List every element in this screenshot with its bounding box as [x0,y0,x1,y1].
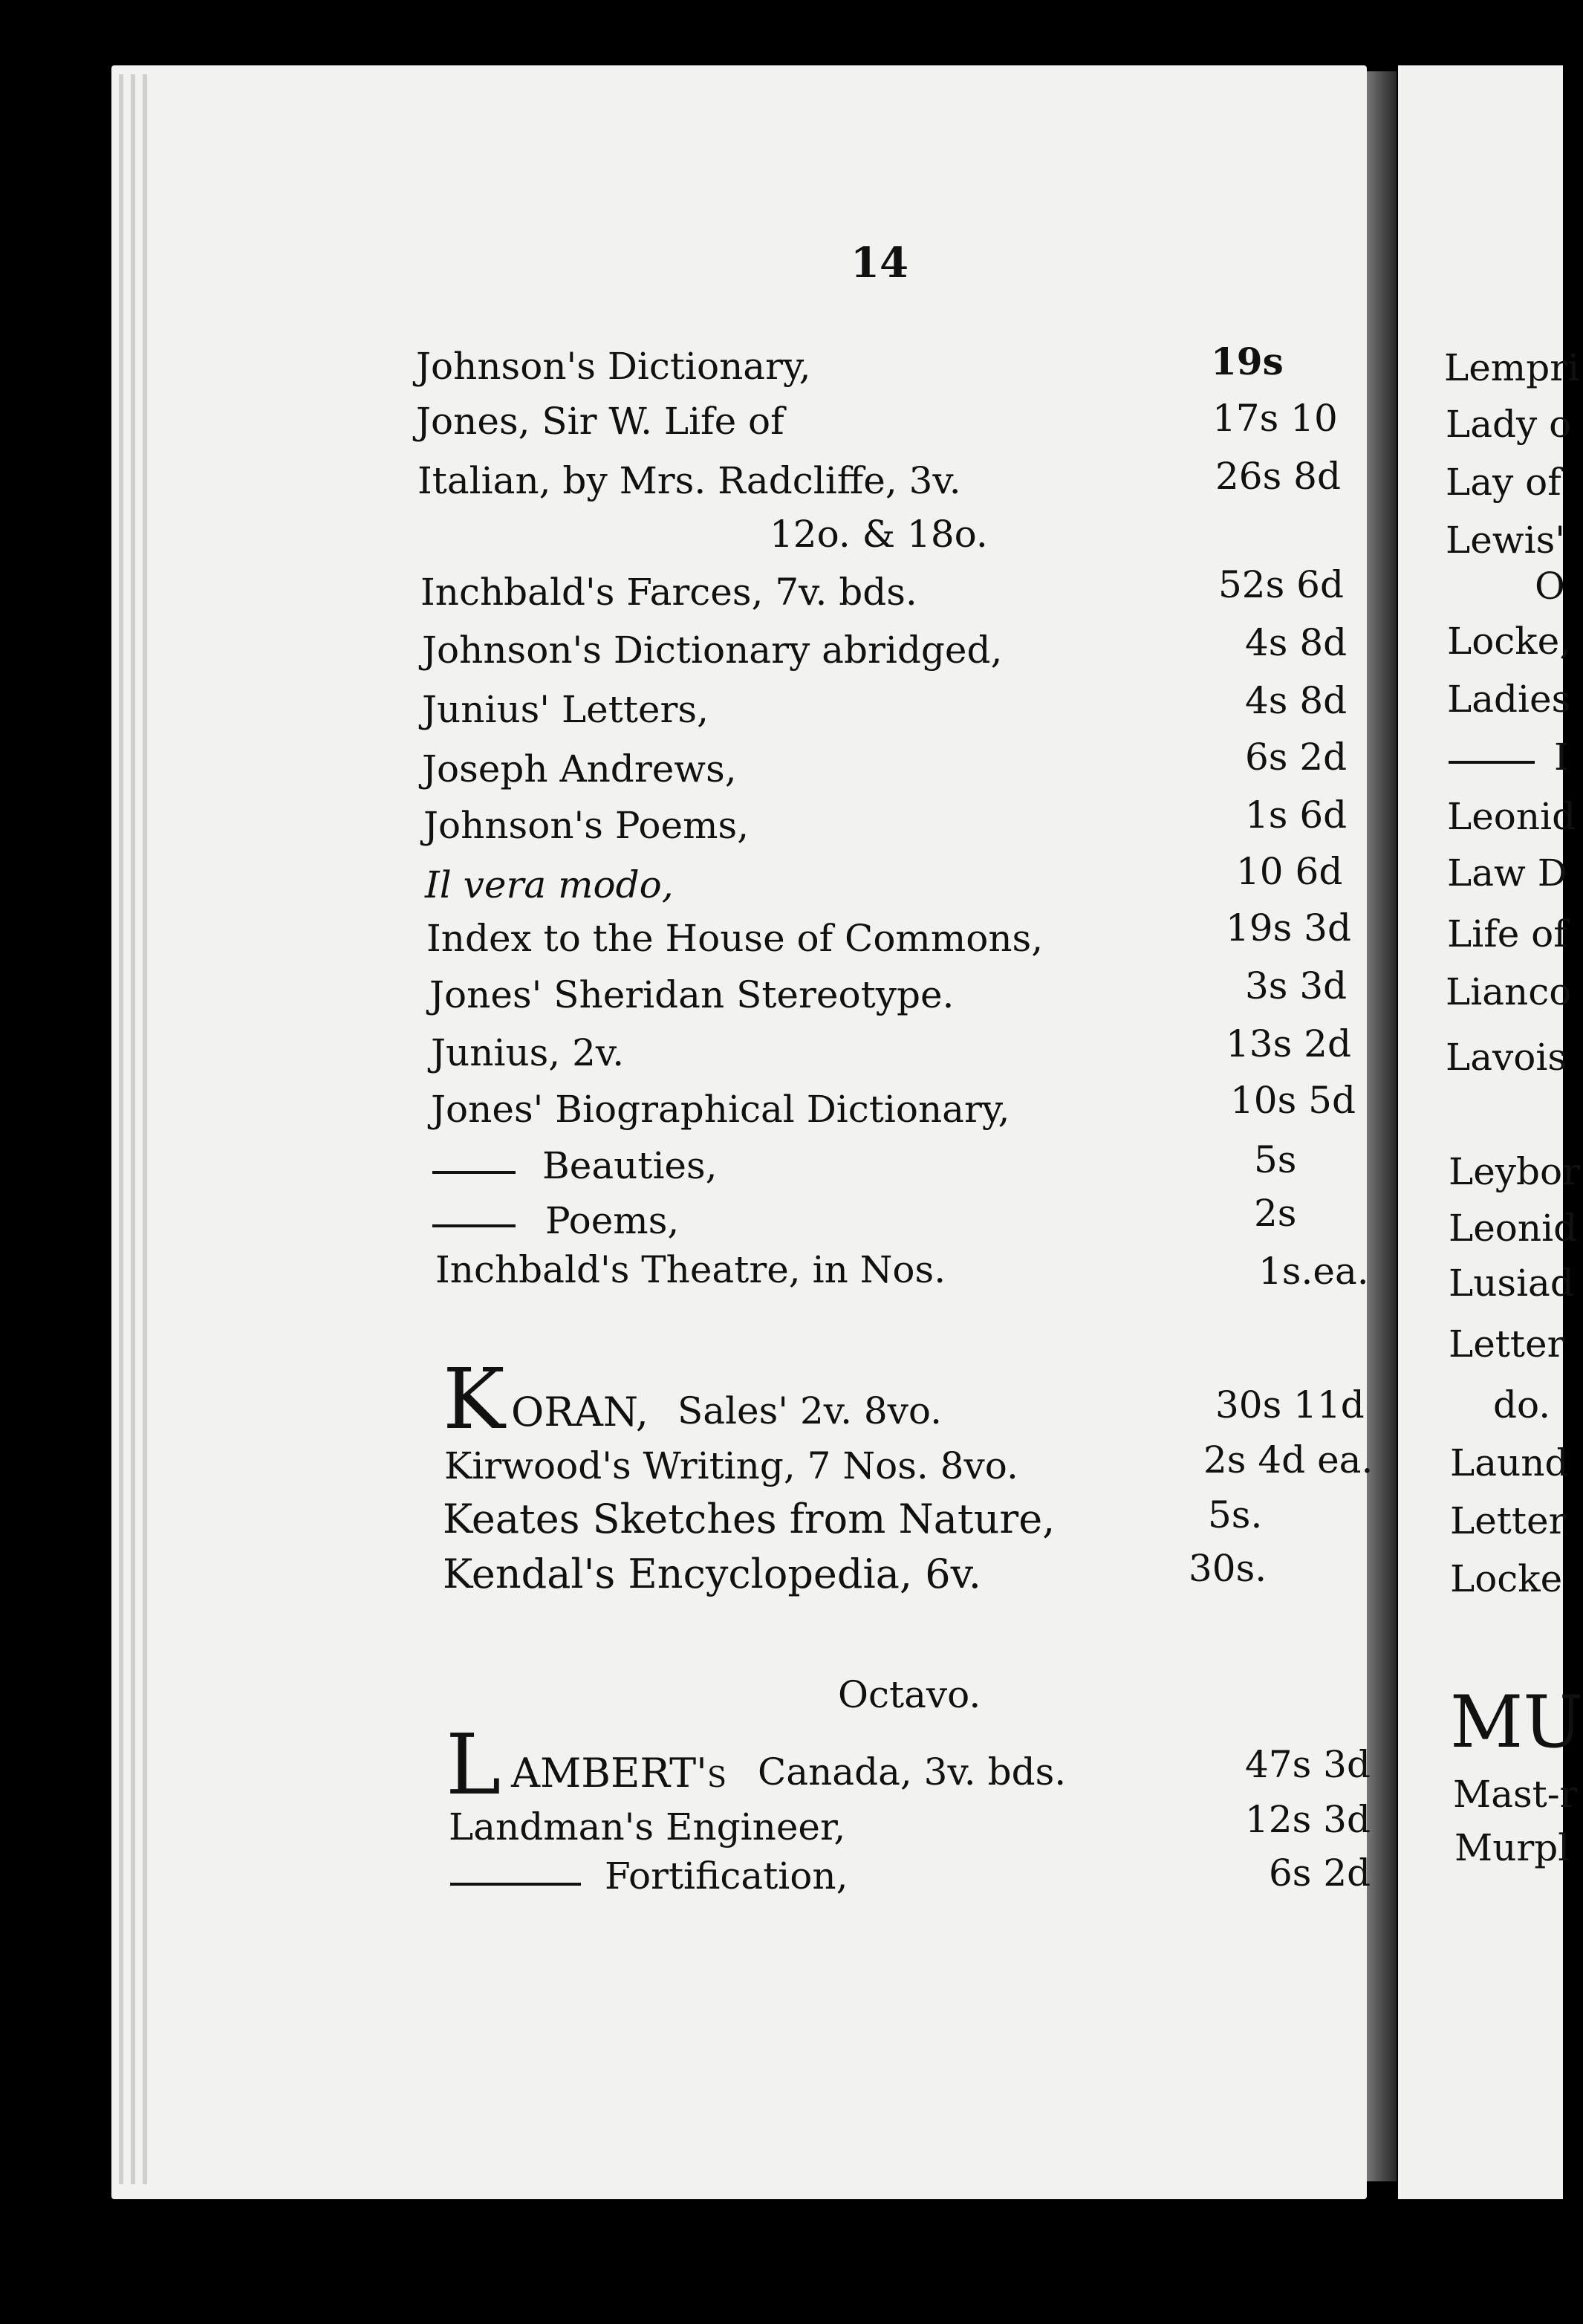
entry-price: 30s 11d [1215,1383,1365,1426]
entry-price: 5s [1254,1138,1297,1181]
page-edge-line [131,74,135,2184]
entry-price: 52s 6d [1218,563,1344,606]
facing-page-fragment: Lewis' [1446,519,1565,562]
ditto-dash [432,1224,516,1227]
page-edge-line [143,74,147,2184]
entry-price: 4s 8d [1245,621,1348,664]
facing-page-fragment: Lady o [1446,403,1572,446]
entry-title: Index to the House of Commons, [426,917,1044,960]
drop-cap-l: L [446,1717,501,1814]
ditto-dash [1449,761,1535,764]
entry-price: 3s 3d [1245,964,1348,1007]
facing-page-fragment: Lavois [1446,1036,1567,1079]
entry-title: Canada, 3v. bds. [758,1750,1067,1794]
l-section-lead: AMBERT's [511,1750,727,1796]
facing-page-fragment: O [1535,565,1565,608]
entry-price: 5s. [1208,1493,1263,1536]
entry-title: Jones' Sheridan Stereotype. [429,973,955,1016]
page-number: 14 [851,238,908,288]
facing-page-fragment: Lay of [1446,461,1561,504]
entry-title: Kendal's Encyclopedia, 6v. [443,1551,981,1597]
facing-page-fragment: Lempri [1444,346,1580,389]
entry-title: Jones, Sir W. Life of [416,400,784,443]
entry-title: Keates Sketches from Nature, [443,1496,1056,1542]
entry-title: Johnson's Dictionary abridged, [422,629,1003,672]
entry-title: Johnson's Dictionary, [416,345,811,388]
facing-page-fragment: Leybor [1449,1150,1581,1193]
facing-page-fragment: MU [1450,1681,1583,1764]
entry-price: 10 6d [1236,850,1343,893]
entry-title: Junius' Letters, [422,688,709,731]
facing-page-fragment: Laund [1450,1441,1569,1484]
facing-page-fragment: Locke [1450,1557,1563,1600]
drop-cap-k: K [443,1351,505,1448]
entry-price: 26s 8d [1215,455,1341,498]
facing-page-fragment: Ladies [1447,678,1571,721]
entry-title: Il vera modo, [425,863,674,906]
facing-page-fragment: Lusiad [1449,1262,1574,1305]
entry-price: 6s 2d [1245,736,1348,779]
entry-price: 12s 3d [1245,1798,1371,1841]
entry-title: Fortification, [605,1854,848,1898]
entry-price: 2s 4d ea. [1203,1438,1374,1481]
facing-page-fragment: Mast-r [1453,1773,1578,1816]
facing-page-fragment: Letter [1450,1499,1567,1542]
section-heading-octavo: Octavo. [838,1673,981,1716]
section-subheading: 12o. & 18o. [770,513,988,556]
entry-price: 30s. [1189,1547,1267,1590]
facing-page-fragment: Lianco [1446,970,1572,1013]
entry-price: 47s 3d [1245,1743,1371,1786]
entry-price: 1s 6d [1245,793,1348,837]
entry-price: 13s 2d [1226,1022,1351,1065]
entry-title: Beauties, [542,1144,718,1187]
entry-title: Poems, [545,1199,680,1242]
entry-title: Kirwood's Writing, 7 Nos. 8vo. [444,1444,1018,1487]
facing-page-fragment: Locke, [1447,620,1572,663]
facing-page-fragment: Letter [1449,1322,1565,1366]
entry-price: 6s 2d [1269,1851,1371,1895]
entry-price: 10s 5d [1230,1079,1356,1122]
facing-page-fragment: Leonid [1449,1207,1578,1250]
book-gutter [1367,71,1397,2181]
entry-title: Inchbald's Theatre, in Nos. [435,1248,946,1291]
entry-price: 19s [1211,340,1284,383]
entry-title: Landman's Engineer, [449,1805,846,1849]
entry-price: 1s.ea. [1258,1250,1369,1293]
entry-title: Johnson's Poems, [423,804,750,847]
entry-price: 17s 10 [1212,397,1338,440]
facing-page-fragment: I [1554,736,1569,779]
k-section-lead: ORAN, [511,1389,649,1435]
entry-price: 4s 8d [1245,679,1348,722]
ditto-dash [432,1171,516,1174]
entry-price: 2s [1254,1192,1297,1235]
facing-page-fragment: Life of [1447,912,1567,955]
entry-title: Italian, by Mrs. Radcliffe, 3v. [417,459,961,502]
facing-page-fragment: Law D [1447,851,1567,895]
page-edge-line [119,74,123,2184]
ditto-dash [450,1883,581,1886]
entry-title: Jones' Biographical Dictionary, [431,1088,1010,1131]
facing-page-fragment: Murpl [1454,1826,1570,1869]
entry-title: Sales' 2v. 8vo. [677,1389,943,1432]
facing-page-fragment: Leonid [1447,795,1576,838]
entry-price: 19s 3d [1226,906,1351,950]
entry-title: Joseph Andrews, [422,747,737,791]
entry-title: Junius, 2v. [431,1031,625,1074]
facing-page-fragment: do. [1493,1383,1551,1426]
entry-title: Inchbald's Farces, 7v. bds. [420,571,917,614]
